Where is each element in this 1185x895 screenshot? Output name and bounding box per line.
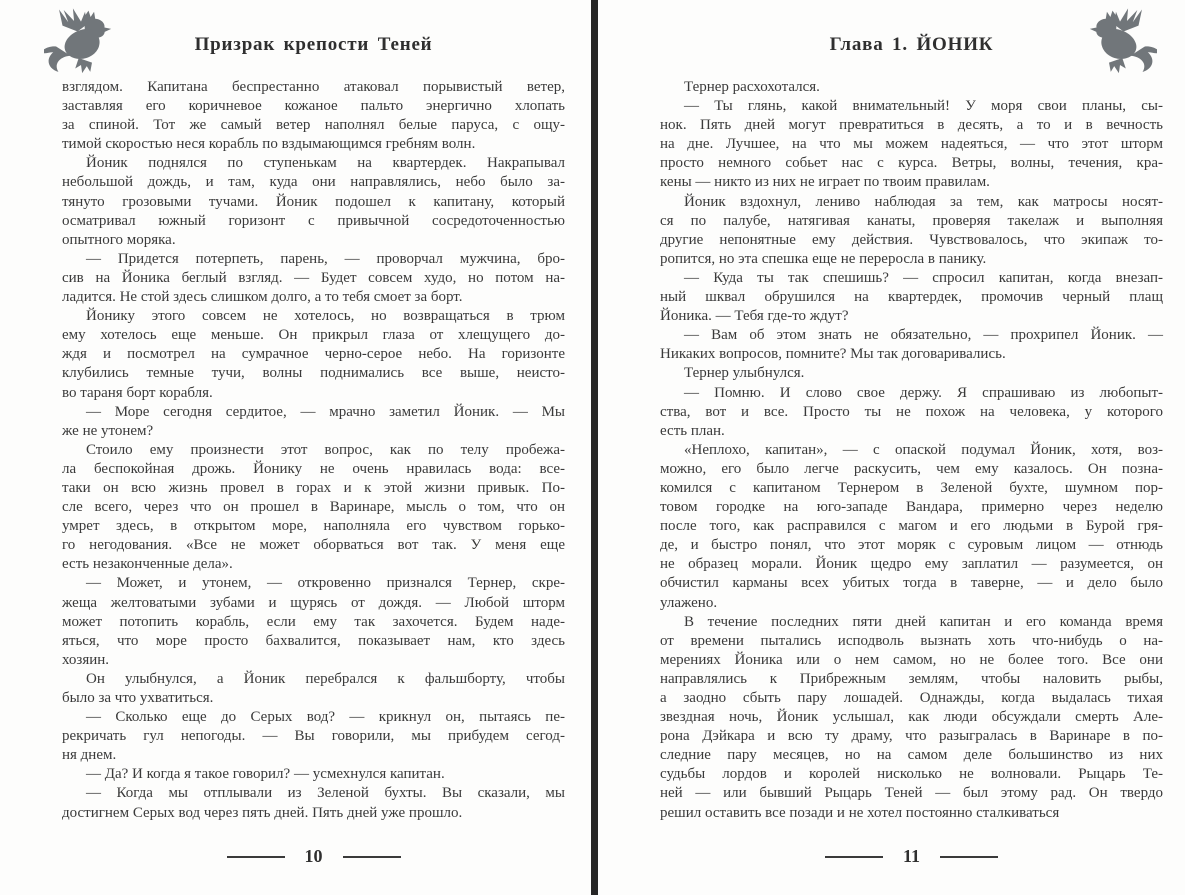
text-line: Йонику этого совсем не хотелось, но возвращаться в трюм xyxy=(86,308,565,325)
text-line: мерениях Йоника или о нем самом, но не более того. Все они xyxy=(660,651,1163,668)
right-page-footer xyxy=(598,846,1185,867)
paragraph xyxy=(660,364,1163,383)
text-line: ный шквал обрушился на квартердек, промочив черный плащ xyxy=(660,289,1163,306)
text-line: кены — никто из них не играет по твоим правилам. xyxy=(660,174,990,191)
text-line: — Ты глянь, какой внимательный! У моря свои планы, сы- xyxy=(684,98,1163,115)
text-line: за спиной. Тот же самый ветер наполнял белые паруса, с ощу- xyxy=(62,117,565,134)
dragon-ornament-icon xyxy=(1083,6,1157,80)
paragraph xyxy=(660,384,1163,441)
left-page xyxy=(0,0,591,895)
text-line: ла беспокойная дрожь. Йонику не очень нравилась вода: все- xyxy=(62,460,565,477)
text-line: судьбы лордов и королей нисколько не волновали. Рыцарь Те- xyxy=(660,766,1163,783)
text-line: сле всего, через что он прошел в Варинаре, мысль о том, что он xyxy=(62,499,565,516)
text-line: ладится. Не стой здесь слишком долго, а то тебя смоет за борт. xyxy=(62,289,463,306)
text-line: ней — или бывший Рыцарь Теней — был этому рад. Он твердо xyxy=(660,785,1163,802)
text-line: было за что ухватиться. xyxy=(62,690,214,706)
text-line: Тернер улыбнулся. xyxy=(684,365,805,382)
text-line: направлялись к Прибрежным землям, чтобы наловить рыбы, xyxy=(660,670,1163,687)
text-line: Никаких вопросов, помните? Мы так договаривались. xyxy=(660,346,1006,363)
text-line: есть план. xyxy=(660,422,725,439)
text-line: Стоило ему произнести этот вопрос, как по телу пробежа- xyxy=(86,441,565,458)
paragraph xyxy=(660,193,1163,269)
footer-rule-right xyxy=(940,856,998,858)
text-line: сив на Йоника беглый взгляд. — Будет совсем худо, но потом на- xyxy=(62,269,565,286)
text-line: комился с капитаном Тернером в Зеленой бухте, шумном пор- xyxy=(660,479,1163,496)
text-line: рекричать гул непогоды. — Вы говорили, мы прибудем сегод- xyxy=(62,728,565,745)
book-spine-divider xyxy=(591,0,598,895)
text-line: — Когда мы отплывали из Зеленой бухты. Вы сказали, мы xyxy=(86,785,565,802)
text-line: следние пару месяцев, но на самом деле большинство из них xyxy=(660,747,1163,764)
text-line: тянуто грозовыми тучами. Йоник подошел к капитану, который xyxy=(62,193,565,210)
text-line: ства, вот и все. Просто ты не похож на человека, у которого xyxy=(660,403,1163,420)
left-page-body xyxy=(62,78,565,823)
paragraph xyxy=(660,613,1163,823)
paragraph xyxy=(62,307,565,402)
text-line: — Да? И когда я такое говорил? — усмехнулся капитан. xyxy=(86,766,445,783)
text-line: есть незаконченные дела». xyxy=(62,556,233,573)
text-line: просто немного собьет нас с курса. Ветры, волны, течения, кра- xyxy=(660,155,1163,172)
text-line: Йоника. — Тебя где-то ждут? xyxy=(660,308,849,325)
text-line: ропится, но эта спешка еще не переросла в панику. xyxy=(660,250,987,267)
paragraph xyxy=(62,670,565,708)
right-page-body xyxy=(660,78,1163,823)
paragraph xyxy=(660,97,1163,192)
paragraph xyxy=(660,78,1163,97)
paragraph xyxy=(62,708,565,765)
paragraph xyxy=(660,326,1163,364)
text-line: тимой скоростью неся корабль по вздымающимся гребням волн. xyxy=(62,136,476,153)
paragraph xyxy=(62,574,565,669)
text-line: во тараня борт корабля. xyxy=(62,384,213,401)
text-line: де, и быстро понял, что этот моряк с суровым лицом — отнюдь xyxy=(660,537,1163,554)
text-line: не образец морали. Йоник щедро ему заплатил — разумеется, он xyxy=(660,556,1163,573)
text-line: — Куда ты так спешишь? — спросил капитан, когда внезап- xyxy=(684,269,1163,286)
footer-rule-left xyxy=(227,856,285,858)
text-line: может потопить корабль, если ему так захочется. Будем наде- xyxy=(62,613,565,630)
text-line: решил оставить все позади и не хотел постоянно сталкиваться xyxy=(660,804,1060,821)
text-line: Йоник вздохнул, лениво наблюдая за тем, как матросы носят- xyxy=(684,193,1163,210)
text-line: ему хотелось еще меньше. Он прикрыл глаза от хлещущего до- xyxy=(62,327,565,344)
text-line: опытного моряка. xyxy=(62,231,176,248)
footer-rule-left xyxy=(825,856,883,858)
text-line: ся по палубе, натягивая канаты, проверяя такелаж и выполняя xyxy=(660,212,1163,229)
text-line: го негодования. «Все не может оборваться вот так. У меня еще xyxy=(62,537,565,554)
paragraph xyxy=(62,784,565,822)
text-line: а заодно сбыть пару лошадей. Однажды, когда выдалась тихая xyxy=(660,690,1163,706)
text-line: осматривал южный горизонт с привычной сосредоточенностью xyxy=(62,212,565,229)
text-line: — Придется потерпеть, парень, — проворчал мужчина, бро- xyxy=(86,250,565,267)
text-line: обчистил карманы всех убитых тогда в таверне, — и дело было xyxy=(660,575,1163,592)
text-line: на дне. Лучшее, на что мы можем надеяться, — что этот шторм xyxy=(660,136,1163,153)
text-line: взглядом. Капитана беспрестанно атаковал порывистый ветер, xyxy=(62,79,565,95)
text-line: звездная ночь, Йоник услышал, как люди обсуждали смерть Але- xyxy=(660,709,1163,726)
paragraph xyxy=(62,403,565,441)
text-line: Йоник поднялся по ступенькам на квартердек. Накрапывал xyxy=(86,155,565,172)
paragraph xyxy=(62,765,565,784)
text-line: от времени пытались исподволь вызнать хоть что-нибудь о на- xyxy=(660,632,1163,649)
left-page-footer xyxy=(0,846,591,867)
text-line: нок. Пять дней могут превратиться в десять, а то и в вечность xyxy=(660,117,1163,134)
text-line: яться, что море просто бахвалится, показывает нам, кто здесь xyxy=(62,632,565,649)
text-line: клубились темные тучи, волны поднимались все выше, неисто- xyxy=(62,365,565,382)
dragon-ornament-icon xyxy=(44,6,118,80)
text-line: заставляя его коричневое кожаное пальто энергично хлопать xyxy=(62,98,565,115)
paragraph xyxy=(62,78,565,154)
right-page-number: 11 xyxy=(902,846,920,866)
text-line: можно, его было легче раскусить, чем ему казалось. Он позна- xyxy=(660,460,1163,477)
text-line: В течение последних пяти дней капитан и его команда время xyxy=(684,613,1163,630)
text-line: после того, как расправился с магом и его людьми в Бурой гря- xyxy=(660,518,1163,535)
left-page-number: 10 xyxy=(304,846,323,866)
text-line: — Сколько еще до Серых вод? — крикнул он, пытаясь пе- xyxy=(86,709,565,726)
footer-rule-right xyxy=(343,856,401,858)
text-line: же не утонем? xyxy=(62,422,154,439)
text-line: жеща желтоватыми зубами и щурясь от дождя. — Любой шторм xyxy=(62,594,565,611)
text-line: ждя и посмотрел на сумрачное черно-серое небо. На горизонте xyxy=(62,346,565,363)
paragraph xyxy=(62,154,565,249)
text-line: достигнем Серых вод через пять дней. Пять дней уже прошло. xyxy=(62,804,463,821)
text-line: ня днем. xyxy=(62,747,117,764)
text-line: — Помню. И слово свое держу. Я спрашиваю из любопыт- xyxy=(684,384,1163,401)
text-line: — Море сегодня сердитое, — мрачно заметил Йоник. — Мы xyxy=(86,403,565,420)
right-page-header: Глава 1. ЙОНИК xyxy=(829,34,994,55)
text-line: рона Дэйкара и всю ту драму, что разыгралась в Варинаре в по- xyxy=(660,728,1163,745)
text-line: другие непонятные ему действия. Чувствовалось, что экипаж то- xyxy=(660,231,1163,248)
text-line: товом городке на юго-западе Вандара, примерно через неделю xyxy=(660,499,1163,516)
text-line: Он улыбнулся, а Йоник перебрался к фальшборту, чтобы xyxy=(86,670,565,687)
text-line: улажено. xyxy=(660,594,718,611)
text-line: умрет здесь, в открытом море, наполняла его чувством горько- xyxy=(62,518,565,535)
right-page xyxy=(598,0,1185,895)
paragraph xyxy=(62,441,565,575)
text-line: таки он всю жизнь провел в горах и к этой жизни привык. По- xyxy=(62,479,565,496)
paragraph xyxy=(62,250,565,307)
text-line: — Вам об этом знать не обязательно, — прохрипел Йоник. — xyxy=(684,327,1163,344)
left-page-header: Призрак крепости Теней xyxy=(194,34,433,55)
paragraph xyxy=(660,269,1163,326)
text-line: хозяин. xyxy=(62,651,110,668)
text-line: Тернер расхохотался. xyxy=(684,79,820,95)
text-line: небольшой дождь, и там, куда они направлялись, небо было за- xyxy=(62,174,565,191)
text-line: — Может, и утонем, — откровенно признался Тернер, скре- xyxy=(86,575,565,592)
text-line: «Неплохо, капитан», — с опаской подумал Йоник, хотя, воз- xyxy=(684,441,1163,458)
paragraph xyxy=(660,441,1163,613)
